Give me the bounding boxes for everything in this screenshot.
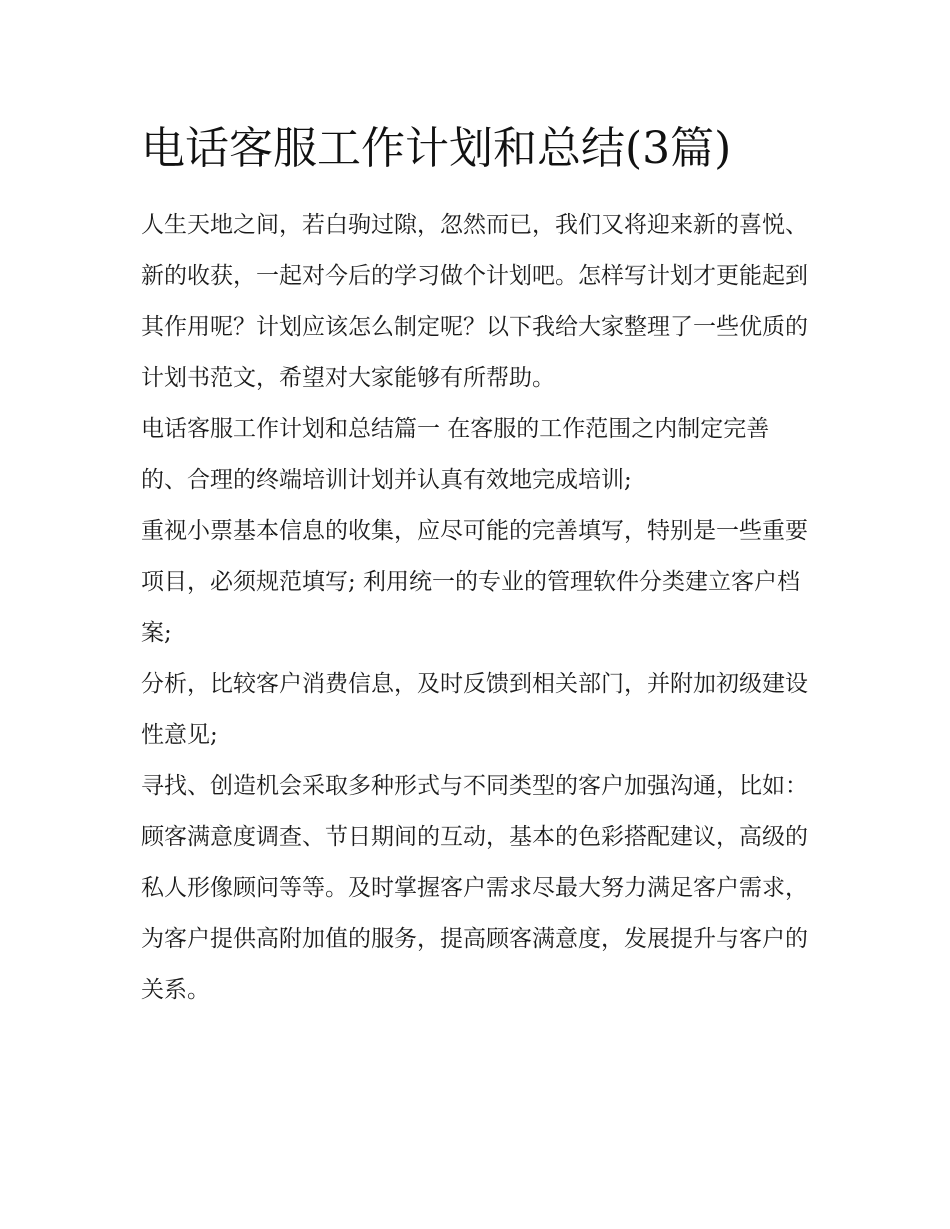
document-page — [141, 110, 813, 1016]
paragraph-communication: 寻找、创造机会采取多种形式与不同类型的客户加强沟通，比如：顾客满意度调查、节日期间的互动，基本的色彩搭配建议，高级的私人形像顾问等等。及时掌握客户需求尽最大努力满足客户需求，为客户提供高附加值的服务，提高顾客满意度，发展提升与客户的关系。 — [141, 773, 808, 1003]
paragraph-receipt-info: 重视小票基本信息的收集，应尽可能的完善填写，特别是一些重要项目，必须规范填写; 利用统一的专业的管理软件分类建立客户档案; — [141, 518, 808, 646]
paragraph-intro: 人生天地之间，若白驹过隙，忽然而已，我们又将迎来新的喜悦、新的收获，一起对今后的学习做个计划吧。怎样写计划才更能起到其作用呢？计划应该怎么制定呢？以下我给大家整理了一些优质的计划书范文，希望对大家能够有所帮助。 — [141, 212, 808, 391]
paragraph-section-one: 电话客服工作计划和总结篇一 在客服的工作范围之内制定完善的、合理的终端培训计划并认真有效地完成培训; — [141, 416, 770, 493]
paragraph-analysis: 分析，比较客户消费信息，及时反馈到相关部门，并附加初级建设性意见; — [141, 671, 808, 748]
document-title: 电话客服工作计划和总结(3篇) — [141, 123, 732, 174]
